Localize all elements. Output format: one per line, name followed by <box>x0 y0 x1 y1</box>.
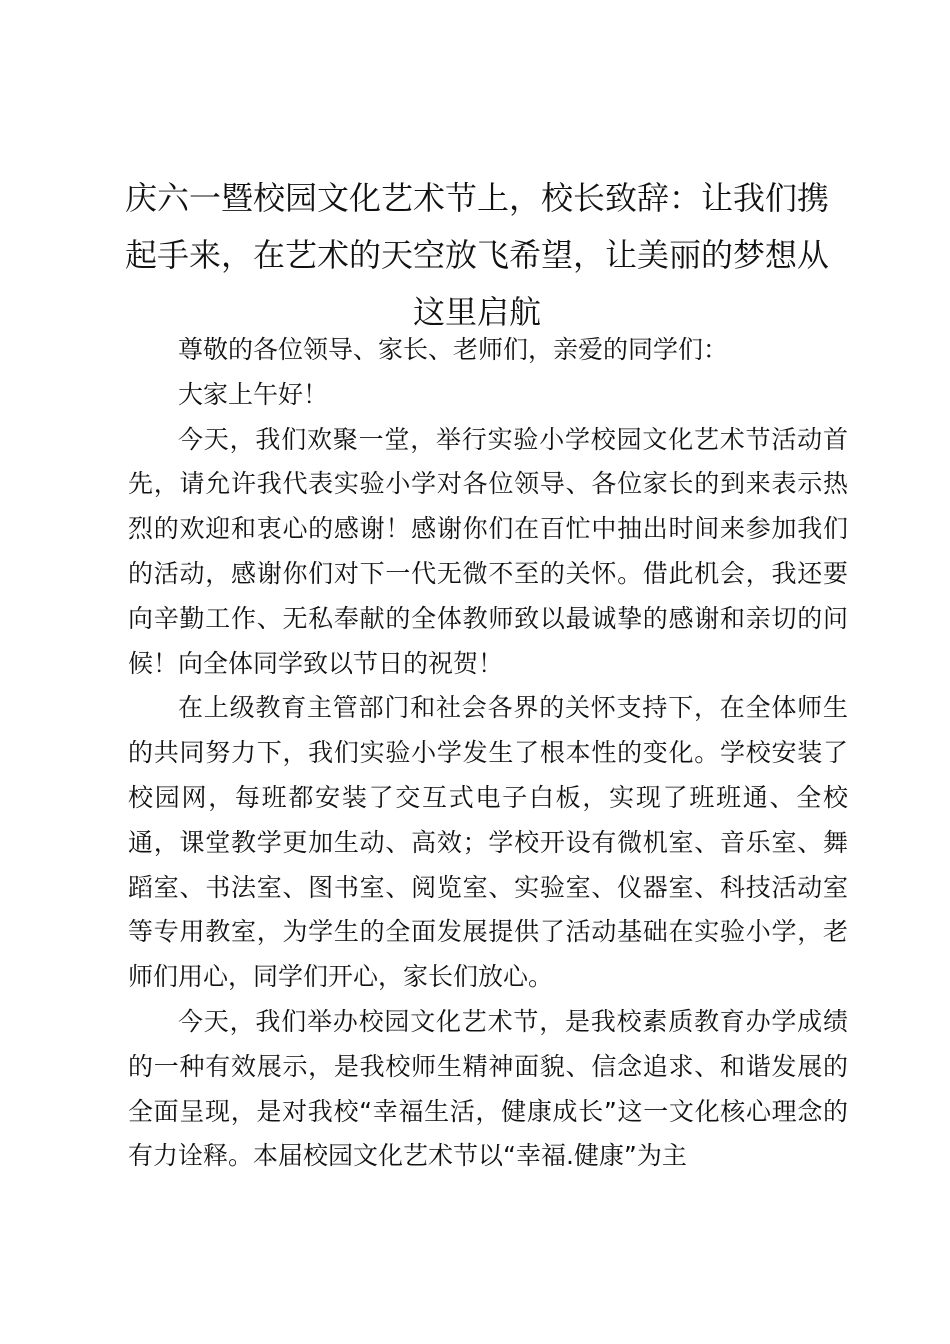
salutation-paragraph: 尊敬的各位领导、家长、老师们，亲爱的同学们： <box>178 335 729 364</box>
school-development-paragraph: 在上级教育主管部门和社会各界的关怀支持下，在全体师生的共同努力下，我们实验小学发生了根本性的变化。学校安装了校园网，每班都安装了交互式电子白板，实现了班班通、全校通，课堂教学更加生动、高效；学校开设有微机室、音乐室、舞蹈室、书法室、图书室、阅览室、实验室、仪器室、科技活动室等专用教室，为学生的全面发展提供了活动基础在实验小学，老师们用心，同学们开心，家长们放心。 <box>128 693 848 992</box>
greeting-paragraph: 大家上午好！ <box>178 379 329 409</box>
document-title: 庆六一暨校园文化艺术节上，校长致辞：让我们携起手来，在艺术的天空放飞希望，让美丽的梦想从这里启航 <box>124 179 829 331</box>
document-body <box>128 328 848 1179</box>
welcome-paragraph: 今天，我们欢聚一堂，举行实验小学校园文化艺术节活动首先，请允许我代表实验小学对各位领导、各位家长的到来表示热烈的欢迎和衷心的感谢！感谢你们在百忙中抽出时间来参加我们的活动，感谢你们对下一代无微不至的关怀。借此机会，我还要向辛勤工作、无私奉献的全体教师致以最诚挚的感谢和亲切的问候！向全体同学致以节日的祝贺！ <box>128 424 848 678</box>
festival-meaning-paragraph: 今天，我们举办校园文化艺术节，是我校素质教育办学成绩的一种有效展示，是我校师生精神面貌、信念追求、和谐发展的全面呈现，是对我校“幸福生活，健康成长”这一文化核心理念的有力诠释。本届校园文化艺术节以“幸福.健康”为主 <box>128 1006 848 1171</box>
